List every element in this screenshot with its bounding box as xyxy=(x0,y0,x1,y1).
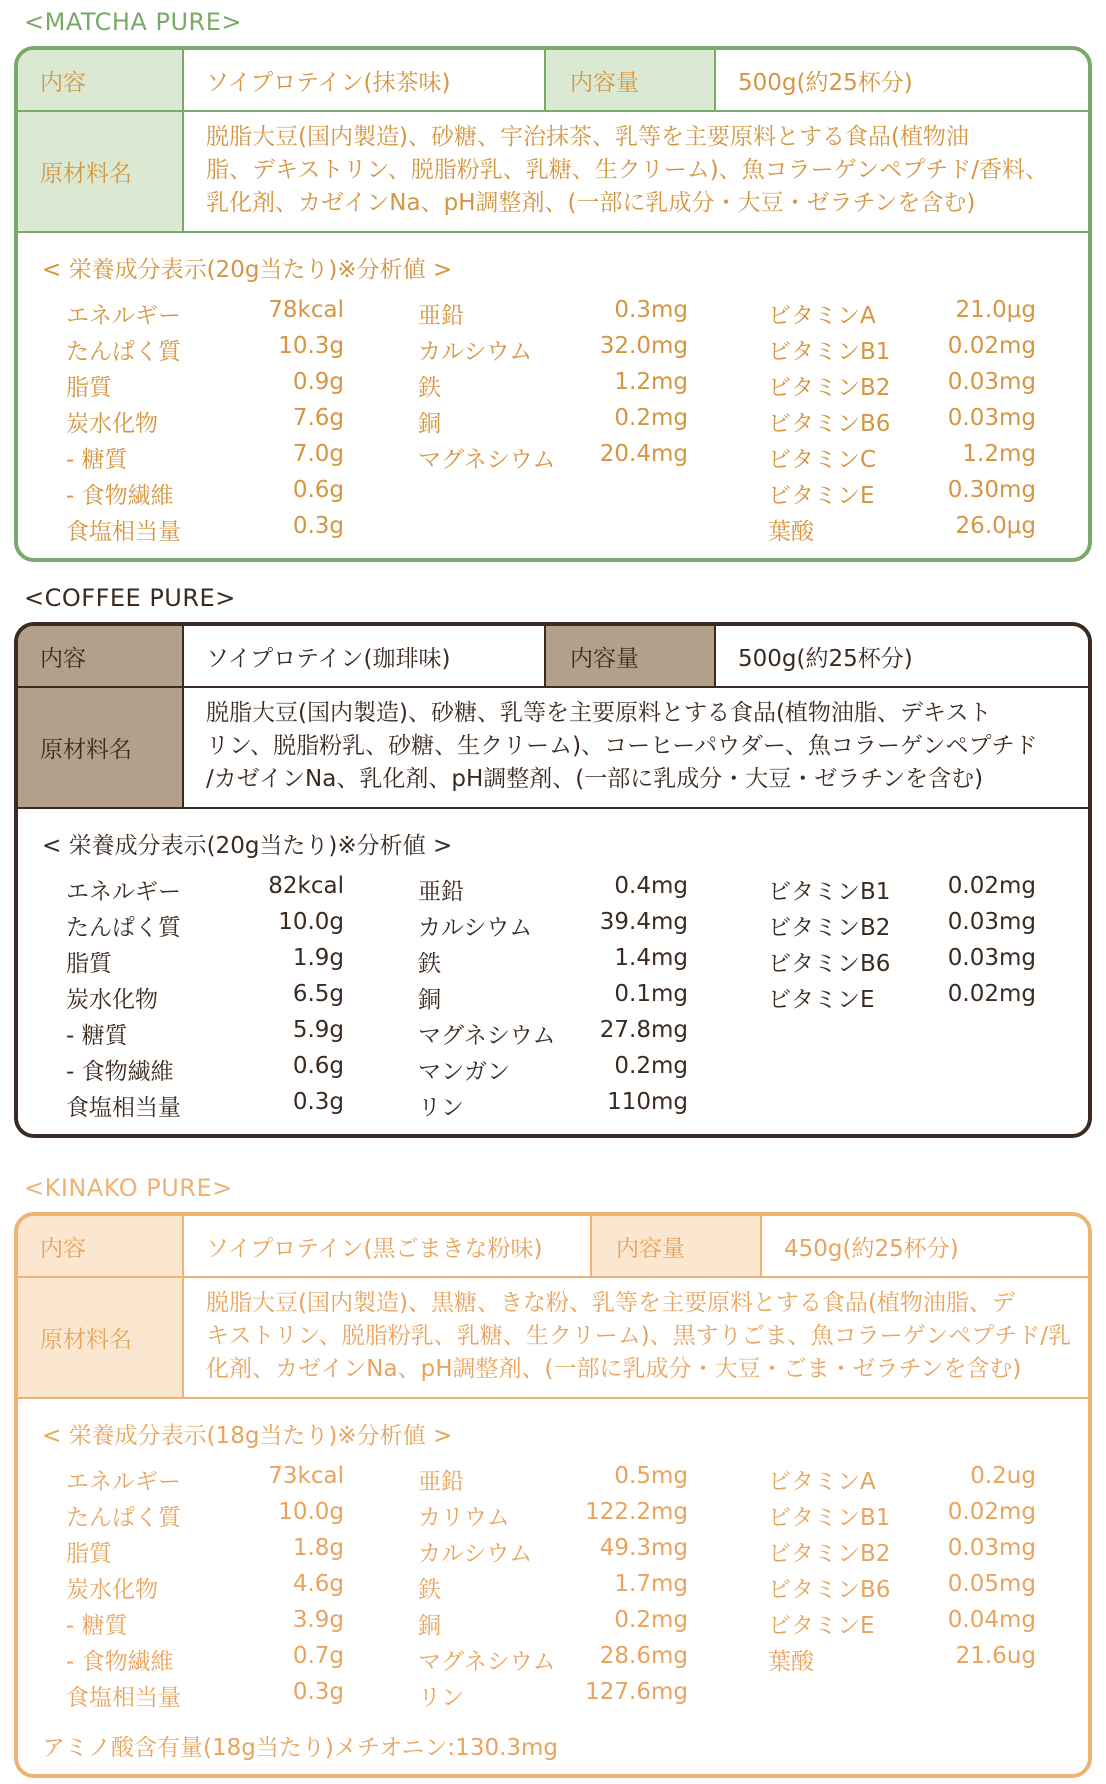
nutrient-name: 食塩相当量 xyxy=(66,1685,181,1711)
nutrient-name: ビタミンE xyxy=(768,1613,875,1639)
nutrient-name: カリウム xyxy=(418,1505,510,1531)
content-label: 内容 xyxy=(18,1216,184,1276)
nutrient-value: 0.9g xyxy=(292,369,344,395)
nutrient-name: 鉄 xyxy=(418,375,441,401)
nutrient-name: 葉酸 xyxy=(768,1649,814,1675)
nutrient-row xyxy=(418,1535,688,1571)
nutrient-row xyxy=(66,1571,344,1607)
nutrient-row xyxy=(418,1463,688,1499)
ingredients-line: 脱脂大豆(国内製造)、黒糖、きな粉、乳等を主要原料とする食品(植物油脂、デ xyxy=(206,1290,1015,1316)
nutrient-name: 銅 xyxy=(418,1613,441,1639)
nutrient-value: 27.8mg xyxy=(599,1017,688,1043)
ingredients-line: リン、脱脂粉乳、砂糖、生クリーム)、コーヒーパウダー、魚コラーゲンペプチド xyxy=(206,733,1038,759)
nutrient-value: 10.3g xyxy=(278,333,344,359)
nutrient-name: 亜鉛 xyxy=(418,1469,464,1495)
nutrient-name: ビタミンA xyxy=(768,1469,876,1495)
nutrient-name: - 食物繊維 xyxy=(66,1059,174,1085)
nutrient-row xyxy=(768,1499,1036,1535)
nutrient-value: 0.3mg xyxy=(614,297,688,323)
nutrient-row xyxy=(418,369,688,405)
nutrition-column-vitamins xyxy=(768,873,1036,1017)
nutrient-name: ビタミンB1 xyxy=(768,339,891,365)
nutrient-value: 0.04mg xyxy=(947,1607,1036,1633)
nutrient-name: ビタミンB2 xyxy=(768,375,891,401)
nutrient-row xyxy=(66,1535,344,1571)
nutrient-name: - 糖質 xyxy=(66,447,128,473)
nutrient-value: 39.4mg xyxy=(599,909,688,935)
nutrient-row xyxy=(66,1643,344,1679)
content-value: ソイプロテイン(黒ごまきな粉味) xyxy=(184,1216,592,1276)
nutrient-row xyxy=(66,369,344,405)
nutrient-row xyxy=(66,441,344,477)
nutrition-card-coffee xyxy=(14,622,1092,1138)
nutrient-name: ビタミンB6 xyxy=(768,1577,891,1603)
nutrient-row xyxy=(66,1463,344,1499)
nutrient-name: 鉄 xyxy=(418,1577,441,1603)
nutrient-value: 5.9g xyxy=(292,1017,344,1043)
nutrition-column-minerals xyxy=(418,873,688,1125)
nutrient-row xyxy=(418,945,688,981)
ingredients-text xyxy=(184,1278,1088,1397)
nutrient-name: 食塩相当量 xyxy=(66,1095,181,1121)
nutrient-value: 0.30mg xyxy=(947,477,1036,503)
nutrient-row xyxy=(418,405,688,441)
nutrient-value: 1.7mg xyxy=(614,1571,688,1597)
nutrient-value: 26.0μg xyxy=(955,513,1036,539)
nutrient-row xyxy=(768,909,1036,945)
nutrition-column-basic xyxy=(66,1463,344,1715)
nutrient-value: 0.03mg xyxy=(947,369,1036,395)
amino-acid-note: アミノ酸含有量(18g当たり)メチオニン:130.3mg xyxy=(42,1735,559,1761)
ingredients-text xyxy=(184,112,1088,231)
nutrient-row xyxy=(768,873,1036,909)
nutrient-name: 銅 xyxy=(418,411,441,437)
nutrition-title: < 栄養成分表示(20g当たり)※分析値 > xyxy=(42,833,453,859)
nutrient-value: 0.02mg xyxy=(947,333,1036,359)
nutrition-facts xyxy=(18,233,1088,558)
nutrient-value: 0.03mg xyxy=(947,945,1036,971)
nutrient-name: たんぱく質 xyxy=(66,1505,181,1531)
nutrient-row xyxy=(66,297,344,333)
nutrition-title: < 栄養成分表示(20g当たり)※分析値 > xyxy=(42,257,453,283)
nutrient-name: 亜鉛 xyxy=(418,303,464,329)
ingredients-line: 化剤、カゼインNa、pH調整剤、(一部に乳成分・大豆・ごま・ゼラチンを含む) xyxy=(206,1356,1022,1382)
nutrient-value: 0.3g xyxy=(292,1089,344,1115)
nutrient-value: 0.03mg xyxy=(947,909,1036,935)
nutrient-name: ビタミンB6 xyxy=(768,951,891,977)
nutrient-name: リン xyxy=(418,1685,464,1711)
nutrient-name: - 食物繊維 xyxy=(66,1649,174,1675)
nutrient-row xyxy=(418,1499,688,1535)
nutrient-row xyxy=(768,1643,1036,1679)
nutrient-name: ビタミンA xyxy=(768,303,876,329)
nutrient-value: 0.2mg xyxy=(614,405,688,431)
nutrient-value: 1.2mg xyxy=(614,369,688,395)
nutrient-row xyxy=(768,405,1036,441)
nutrition-column-basic xyxy=(66,873,344,1125)
nutrient-name: 脂質 xyxy=(66,375,112,401)
nutrient-value: 0.5mg xyxy=(614,1463,688,1489)
nutrient-name: ビタミンB1 xyxy=(768,879,891,905)
nutrition-column-minerals xyxy=(418,297,688,477)
nutrient-name: マグネシウム xyxy=(418,447,556,473)
nutrient-row xyxy=(418,909,688,945)
nutrient-value: 7.6g xyxy=(292,405,344,431)
nutrient-row xyxy=(66,1089,344,1125)
nutrient-row xyxy=(66,1499,344,1535)
nutrient-row xyxy=(66,909,344,945)
nutrient-value: 1.4mg xyxy=(614,945,688,971)
nutrient-value: 10.0g xyxy=(278,1499,344,1525)
nutrient-name: マグネシウム xyxy=(418,1023,556,1049)
nutrient-row xyxy=(418,1089,688,1125)
nutrient-row xyxy=(66,981,344,1017)
ingredients-line: 乳化剤、カゼインNa、pH調整剤、(一部に乳成分・大豆・ゼラチンを含む) xyxy=(206,190,976,216)
nutrient-name: リン xyxy=(418,1095,464,1121)
nutrient-row xyxy=(768,1607,1036,1643)
nutrient-row xyxy=(66,513,344,549)
nutrient-name: ビタミンE xyxy=(768,483,875,509)
nutrient-value: 0.6g xyxy=(292,477,344,503)
nutrient-value: 7.0g xyxy=(292,441,344,467)
nutrient-value: 20.4mg xyxy=(599,441,688,467)
nutrient-name: エネルギー xyxy=(66,879,181,905)
amount-value: 450g(約25杯分) xyxy=(784,1235,959,1262)
ingredients-label: 原材料名 xyxy=(18,688,184,807)
nutrient-row xyxy=(66,1679,344,1715)
nutrient-name: 鉄 xyxy=(418,951,441,977)
nutrition-card-matcha xyxy=(14,46,1092,562)
nutrient-name: - 糖質 xyxy=(66,1613,128,1639)
nutrient-row xyxy=(418,297,688,333)
nutrient-name: - 食物繊維 xyxy=(66,483,174,509)
nutrition-facts xyxy=(18,809,1088,1134)
ingredients-line: /カゼインNa、乳化剤、pH調整剤、(一部に乳成分・大豆・ゼラチンを含む) xyxy=(206,766,984,792)
ingredients-label: 原材料名 xyxy=(18,112,184,231)
nutrient-value: 1.2mg xyxy=(962,441,1036,467)
nutrient-value: 82kcal xyxy=(268,873,344,899)
nutrient-value: 73kcal xyxy=(268,1463,344,1489)
nutrient-row xyxy=(418,873,688,909)
nutrient-name: 脂質 xyxy=(66,1541,112,1567)
amount-value: 500g(約25杯分) xyxy=(738,645,913,672)
content-label: 内容 xyxy=(18,626,184,686)
nutrient-value: 10.0g xyxy=(278,909,344,935)
nutrient-value: 0.3g xyxy=(292,513,344,539)
nutrient-value: 0.7g xyxy=(292,1643,344,1669)
nutrient-value: 0.05mg xyxy=(947,1571,1036,1597)
nutrient-name: ビタミンB2 xyxy=(768,915,891,941)
nutrient-value: 0.02mg xyxy=(947,873,1036,899)
nutrient-name: カルシウム xyxy=(418,915,533,941)
nutrient-value: 0.3g xyxy=(292,1679,344,1705)
nutrition-column-minerals xyxy=(418,1463,688,1715)
nutrient-value: 32.0mg xyxy=(599,333,688,359)
nutrient-value: 122.2mg xyxy=(585,1499,688,1525)
nutrient-name: エネルギー xyxy=(66,303,181,329)
nutrition-column-vitamins xyxy=(768,297,1036,549)
nutrient-row xyxy=(418,441,688,477)
nutrient-row xyxy=(768,1463,1036,1499)
nutrient-value: 0.4mg xyxy=(614,873,688,899)
nutrient-row xyxy=(66,1607,344,1643)
nutrient-row xyxy=(66,405,344,441)
nutrient-value: 0.03mg xyxy=(947,405,1036,431)
nutrient-row xyxy=(768,1535,1036,1571)
nutrient-name: ビタミンB6 xyxy=(768,411,891,437)
nutrient-value: 0.03mg xyxy=(947,1535,1036,1561)
nutrient-row xyxy=(768,369,1036,405)
amount-value: 500g(約25杯分) xyxy=(738,69,913,96)
section-title-coffee: <COFFEE PURE> xyxy=(24,584,236,612)
nutrient-value: 0.2mg xyxy=(614,1607,688,1633)
nutrient-row xyxy=(768,981,1036,1017)
nutrient-row xyxy=(418,1643,688,1679)
content-value: ソイプロテイン(珈琲味) xyxy=(184,626,546,686)
nutrient-value: 0.02mg xyxy=(947,981,1036,1007)
nutrient-name: たんぱく質 xyxy=(66,339,181,365)
nutrient-name: カルシウム xyxy=(418,339,533,365)
nutrient-value: 0.2ug xyxy=(970,1463,1036,1489)
nutrient-row xyxy=(418,1679,688,1715)
nutrient-name: マグネシウム xyxy=(418,1649,556,1675)
nutrient-name: 葉酸 xyxy=(768,519,814,545)
nutrient-name: 食塩相当量 xyxy=(66,519,181,545)
nutrient-value: 3.9g xyxy=(292,1607,344,1633)
nutrient-name: マンガン xyxy=(418,1059,510,1085)
nutrient-row xyxy=(418,1017,688,1053)
nutrient-value: 110mg xyxy=(607,1089,688,1115)
nutrient-name: たんぱく質 xyxy=(66,915,181,941)
nutrient-value: 0.1mg xyxy=(614,981,688,1007)
section-title-matcha: <MATCHA PURE> xyxy=(24,8,242,36)
nutrient-row xyxy=(66,1017,344,1053)
nutrient-name: ビタミンB2 xyxy=(768,1541,891,1567)
ingredients-line: 脱脂大豆(国内製造)、砂糖、乳等を主要原料とする食品(植物油脂、デキスト xyxy=(206,700,992,726)
amount-label: 内容量 xyxy=(546,50,716,110)
nutrient-name: ビタミンC xyxy=(768,447,877,473)
nutrient-row xyxy=(768,477,1036,513)
nutrition-column-basic xyxy=(66,297,344,549)
nutrient-name: 炭水化物 xyxy=(66,1577,158,1603)
nutrient-row xyxy=(66,873,344,909)
nutrient-name: - 糖質 xyxy=(66,1023,128,1049)
nutrition-column-vitamins xyxy=(768,1463,1036,1679)
ingredients-text xyxy=(184,688,1088,807)
nutrient-row xyxy=(66,945,344,981)
nutrient-value: 0.02mg xyxy=(947,1499,1036,1525)
nutrient-row xyxy=(418,1571,688,1607)
nutrition-facts xyxy=(18,1399,1088,1774)
nutrient-value: 21.6ug xyxy=(955,1643,1036,1669)
nutrient-row xyxy=(768,1571,1036,1607)
nutrient-name: 亜鉛 xyxy=(418,879,464,905)
nutrient-row xyxy=(768,945,1036,981)
nutrient-name: カルシウム xyxy=(418,1541,533,1567)
ingredients-line: 脂、デキストリン、脱脂粉乳、乳糖、生クリーム)、魚コラーゲンペプチド/香料、 xyxy=(206,157,1048,183)
nutrient-value: 6.5g xyxy=(292,981,344,1007)
content-value: ソイプロテイン(抹茶味) xyxy=(184,50,546,110)
nutrition-card-kinako xyxy=(14,1212,1092,1778)
nutrient-value: 21.0μg xyxy=(955,297,1036,323)
nutrient-value: 127.6mg xyxy=(585,1679,688,1705)
ingredients-label: 原材料名 xyxy=(18,1278,184,1397)
nutrient-name: 炭水化物 xyxy=(66,411,158,437)
nutrient-row xyxy=(768,297,1036,333)
nutrient-name: エネルギー xyxy=(66,1469,181,1495)
nutrient-value: 49.3mg xyxy=(599,1535,688,1561)
amount-label: 内容量 xyxy=(592,1216,762,1276)
nutrient-value: 1.9g xyxy=(292,945,344,971)
nutrient-row xyxy=(768,441,1036,477)
nutrient-value: 4.6g xyxy=(292,1571,344,1597)
nutrient-name: 脂質 xyxy=(66,951,112,977)
nutrient-row xyxy=(768,513,1036,549)
nutrient-row xyxy=(418,1053,688,1089)
nutrient-row xyxy=(66,477,344,513)
nutrient-row xyxy=(418,1607,688,1643)
nutrient-row xyxy=(418,333,688,369)
nutrient-row xyxy=(66,1053,344,1089)
content-label: 内容 xyxy=(18,50,184,110)
nutrient-name: 炭水化物 xyxy=(66,987,158,1013)
nutrient-row xyxy=(418,981,688,1017)
nutrient-name: 銅 xyxy=(418,987,441,1013)
nutrient-value: 28.6mg xyxy=(599,1643,688,1669)
ingredients-line: キストリン、脱脂粉乳、乳糖、生クリーム)、黒すりごま、魚コラーゲンペプチド/乳 xyxy=(206,1323,1071,1349)
nutrient-name: ビタミンB1 xyxy=(768,1505,891,1531)
amount-label: 内容量 xyxy=(546,626,716,686)
nutrient-value: 0.2mg xyxy=(614,1053,688,1079)
nutrient-row xyxy=(768,333,1036,369)
section-title-kinako: <KINAKO PURE> xyxy=(24,1174,233,1202)
nutrient-name: ビタミンE xyxy=(768,987,875,1013)
nutrient-value: 1.8g xyxy=(292,1535,344,1561)
ingredients-line: 脱脂大豆(国内製造)、砂糖、宇治抹茶、乳等を主要原料とする食品(植物油 xyxy=(206,124,969,150)
nutrition-title: < 栄養成分表示(18g当たり)※分析値 > xyxy=(42,1423,453,1449)
nutrient-value: 0.6g xyxy=(292,1053,344,1079)
nutrient-row xyxy=(66,333,344,369)
nutrient-value: 78kcal xyxy=(268,297,344,323)
